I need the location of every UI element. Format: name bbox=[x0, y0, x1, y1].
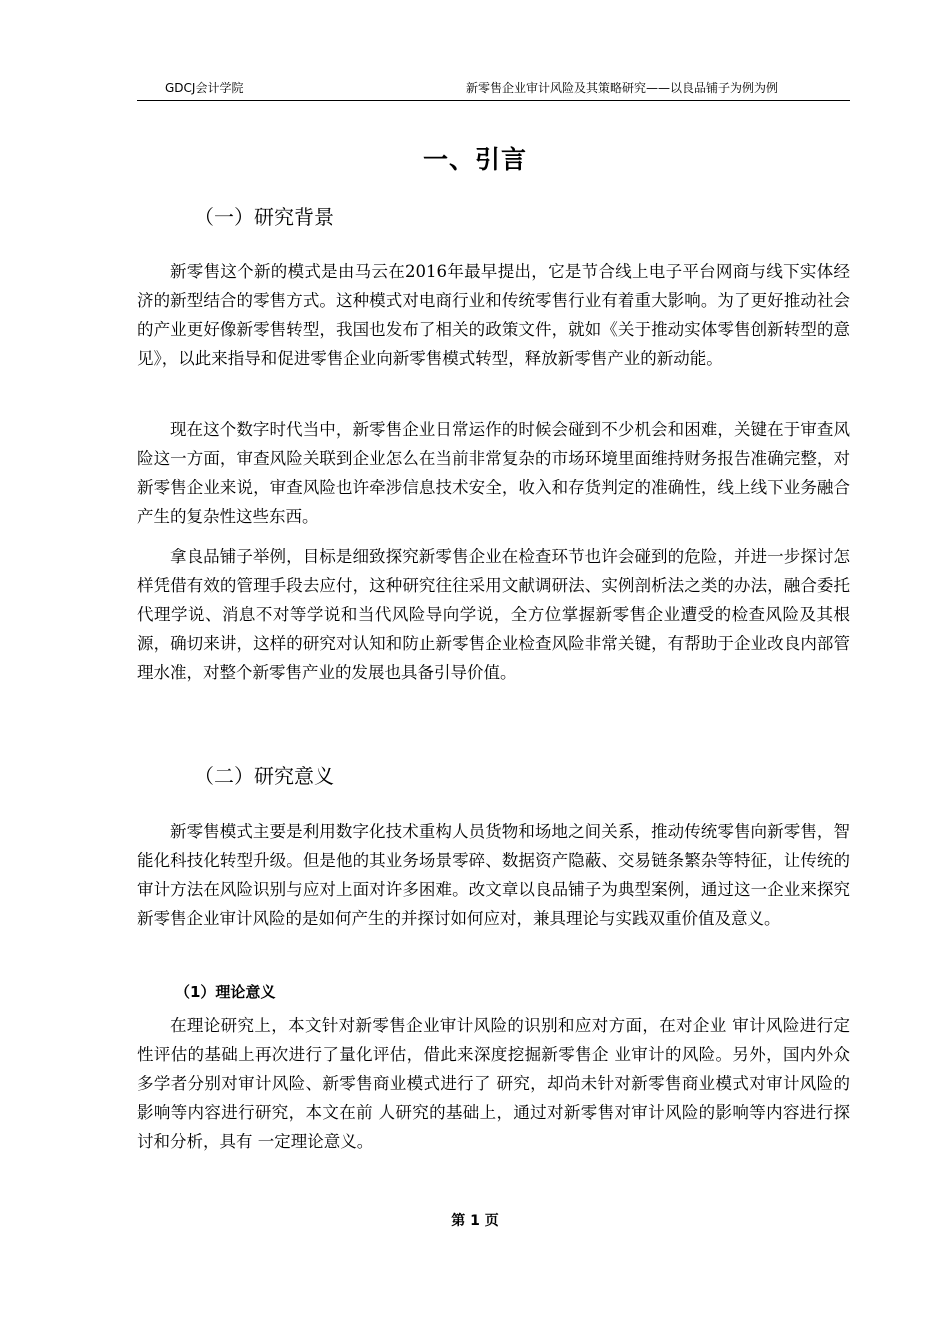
background-paragraph-2: 现在这个数字时代当中，新零售企业日常运作的时候会碰到不少机会和困难，关键在于审查风险这一方面，审查风险关联到企业怎么在当前非常复杂的市场环境里面维持财务报告准确完整，对新零售企业来说，审查风险也许牵涉信息技术安全，收入和存货判定的准确性，线上线下业务融合产生的复杂性这些东西。 bbox=[137, 420, 850, 526]
section-heading-significance: （二）研究意义 bbox=[194, 764, 334, 788]
header-paper-title: 新零售企业审计风险及其策略研究——以良品铺子为例为例 bbox=[465, 81, 778, 95]
page-header bbox=[137, 78, 850, 101]
subsection-heading-theory: （1）理论意义 bbox=[175, 983, 276, 1001]
background-paragraph-3: 拿良品铺子举例，目标是细致探究新零售企业在检查环节也许会碰到的危险，并进一步探讨怎样凭借有效的管理手段去应付，这种研究往往采用文献调研法、实例剖析法之类的办法，融合委托代理学说、消息不对等学说和当代风险导向学说，全方位掌握新零售企业遭受的检查风险及其根源，确切来讲，这样的研究对认知和防止新零售企业检查风险非常关键，有帮助于企业改良内部管理水准，对整个新零售产业的发展也具备引导价值。 bbox=[137, 547, 850, 682]
significance-paragraph-1: 新零售模式主要是利用数字化技术重构人员货物和场地之间关系，推动传统零售向新零售，智能化科技化转型升级。但是他的其业务场景零碎、数据资产隐蔽、交易链条繁杂等特征，让传统的审计方法在风险识别与应对上面对许多困难。改文章以良品铺子为典型案例，通过这一企业来探究新零售企业审计风险的是如何产生的并探讨如何应对，兼具理论与实践双重价值及意义。 bbox=[137, 822, 850, 928]
section-heading-background: （一）研究背景 bbox=[194, 205, 334, 229]
header-institution: GDCJ会计学院 bbox=[165, 81, 244, 95]
chapter-title: 一、引言 bbox=[422, 145, 527, 174]
theory-paragraph: 在理论研究上，本文针对新零售企业审计风险的识别和应对方面，在对企业 审计风险进行定性评估的基础上再次进行了量化评估，借此来深度挖掘新零售企 业审计的风险。另外，国内外众多学者分别对审计风险、新零售商业模式进行了 研究，却尚未针对新零售商业模式对审计风险的影响等内容进行研究，本文在前 人研究的基础上，通过对新零售对审计风险的影响等内容进行探讨和分析，具有 一定理论意义。 bbox=[137, 1016, 850, 1151]
page-number: 第 1 页 bbox=[451, 1213, 499, 1229]
background-paragraph-1: 新零售这个新的模式是由马云在2016年最早提出，它是节合线上电子平台网商与线下实体经济的新型结合的零售方式。这种模式对电商行业和传统零售行业有着重大影响。为了更好推动社会的产业更好像新零售转型，我国也发布了相关的政策文件，就如《关于推动实体零售创新转型的意见》，以此来指导和促进零售企业向新零售模式转型，释放新零售产业的新动能。 bbox=[137, 262, 850, 368]
